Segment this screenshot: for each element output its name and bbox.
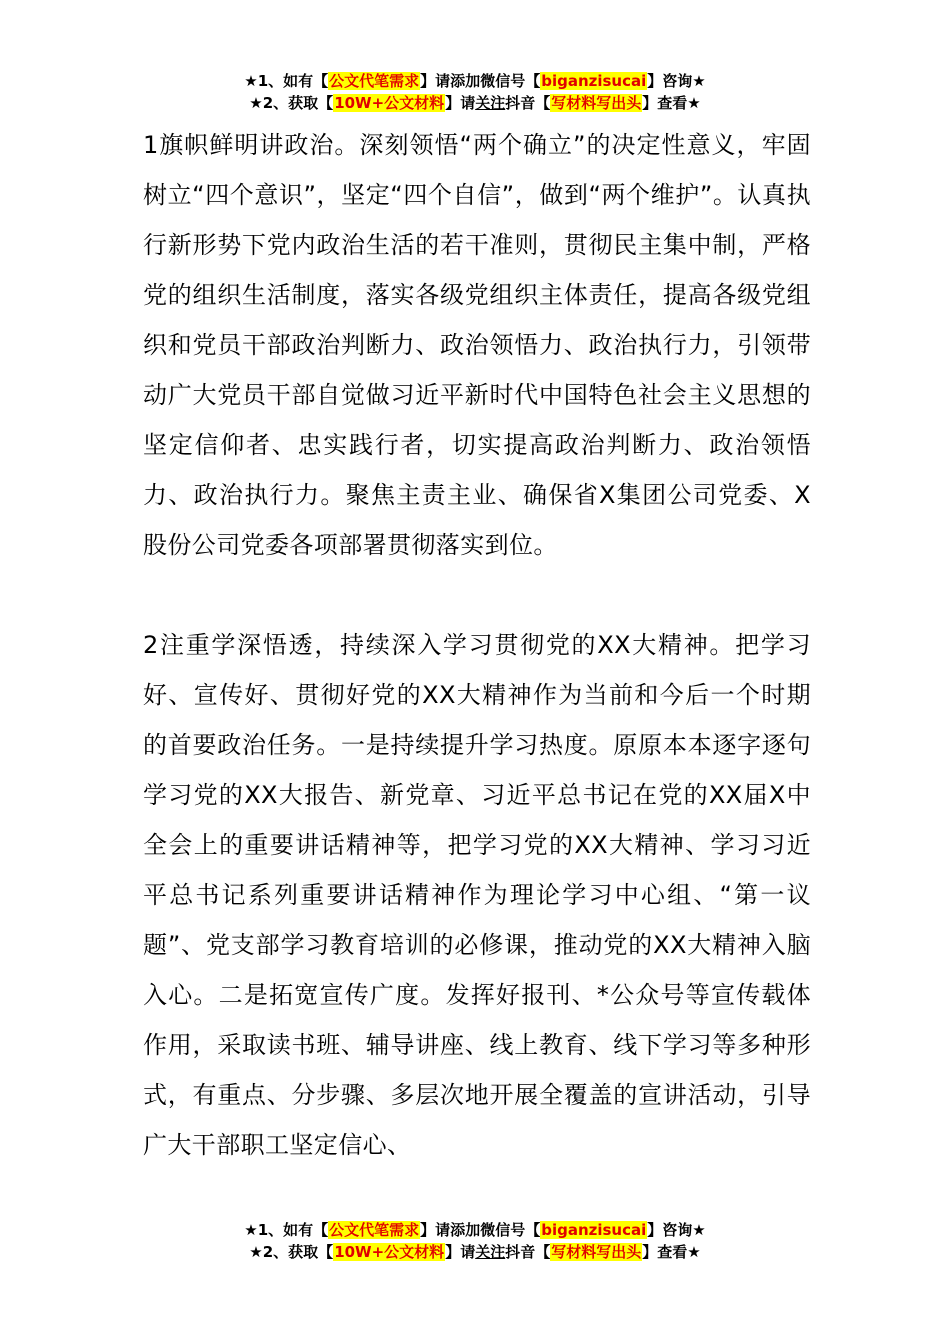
promo-highlight: biganzisucai xyxy=(541,72,647,90)
promo-highlight: 公文代笔需求 xyxy=(329,1221,420,1239)
promo-text: ★2、获取【 xyxy=(249,94,334,112)
promo-text: 】咨询★ xyxy=(647,72,706,90)
promo-text: ★1、如有【 xyxy=(244,1221,329,1239)
promo-line-2 xyxy=(0,1241,950,1263)
promo-text: 抖音【 xyxy=(505,1243,551,1261)
promo-text: 关注 xyxy=(475,1243,506,1261)
promo-text: 】请 xyxy=(445,1243,476,1261)
promo-text: ★1、如有【 xyxy=(244,72,329,90)
promo-line-1 xyxy=(0,70,950,92)
promo-highlight: 10W+公文材料 xyxy=(334,1243,445,1261)
promo-highlight: 写材料写出头 xyxy=(551,1243,642,1261)
promo-text: 关注 xyxy=(475,94,506,112)
promo-line-1 xyxy=(0,1219,950,1241)
promo-text: 】查看★ xyxy=(642,94,701,112)
footer-promo-banner xyxy=(0,1219,950,1263)
promo-text: ★2、获取【 xyxy=(249,1243,334,1261)
paragraph-2: 2注重学深悟透，持续深入学习贯彻党的XX大精神。把学习好、宣传好、贯彻好党的XX大精神作为当前和今后一个时期的首要政治任务。一是持续提升学习热度。原原本本逐字逐句学习党的XX大报告、新党章、习近平总书记在党的XX届X中全会上的重要讲话精神等，把学习党的XX大精神、学习习近平总书记系列重要讲话精神作为理论学习中心组、“第一议题”、党支部学习教育培训的必修课，推动党的XX大精神入脑入心。二是拓宽宣传广度。发挥好报刊、*公众号等宣传载体作用，采取读书班、辅导讲座、线上教育、线下学习等多种形式，有重点、分步骤、多层次地开展全覆盖的宣讲活动，引导广大干部职工坚定信心、 xyxy=(143,631,811,1159)
promo-text: 】咨询★ xyxy=(647,1221,706,1239)
paragraph-1: 1旗帜鲜明讲政治。深刻领悟“两个确立”的决定性意义，牢固树立“四个意识”，坚定“四个自信”，做到“两个维护”。认真执行新形势下党内政治生活的若干准则，贯彻民主集中制，严格党的组织生活制度，落实各级党组织主体责任，提高各级党组织和党员干部政治判断力、政治领悟力、政治执行力，引领带动广大党员干部自觉做习近平新时代中国特色社会主义思想的坚定信仰者、忠实践行者，切实提高政治判断力、政治领悟力、政治执行力。聚焦主责主业、确保省X集团公司党委、X股份公司党委各项部署贯彻落实到位。 xyxy=(143,131,811,559)
promo-text: 抖音【 xyxy=(505,94,551,112)
promo-text: 微信号【 xyxy=(480,1221,541,1239)
promo-highlight: 10W+公文材料 xyxy=(334,94,445,112)
promo-text: 】请 xyxy=(445,94,476,112)
promo-text: 加 xyxy=(465,72,481,90)
promo-highlight: 写材料写出头 xyxy=(551,94,642,112)
promo-highlight: biganzisucai xyxy=(541,1221,647,1239)
promo-text: 】请添 xyxy=(420,72,466,90)
promo-text: 微信号【 xyxy=(480,72,541,90)
promo-text: 】查看★ xyxy=(642,1243,701,1261)
promo-highlight: 公文代笔需求 xyxy=(329,72,420,90)
document-body xyxy=(143,120,811,1170)
promo-text: 加 xyxy=(465,1221,481,1239)
header-promo-banner xyxy=(0,70,950,114)
promo-line-2 xyxy=(0,92,950,114)
promo-text: 】请添 xyxy=(420,1221,466,1239)
